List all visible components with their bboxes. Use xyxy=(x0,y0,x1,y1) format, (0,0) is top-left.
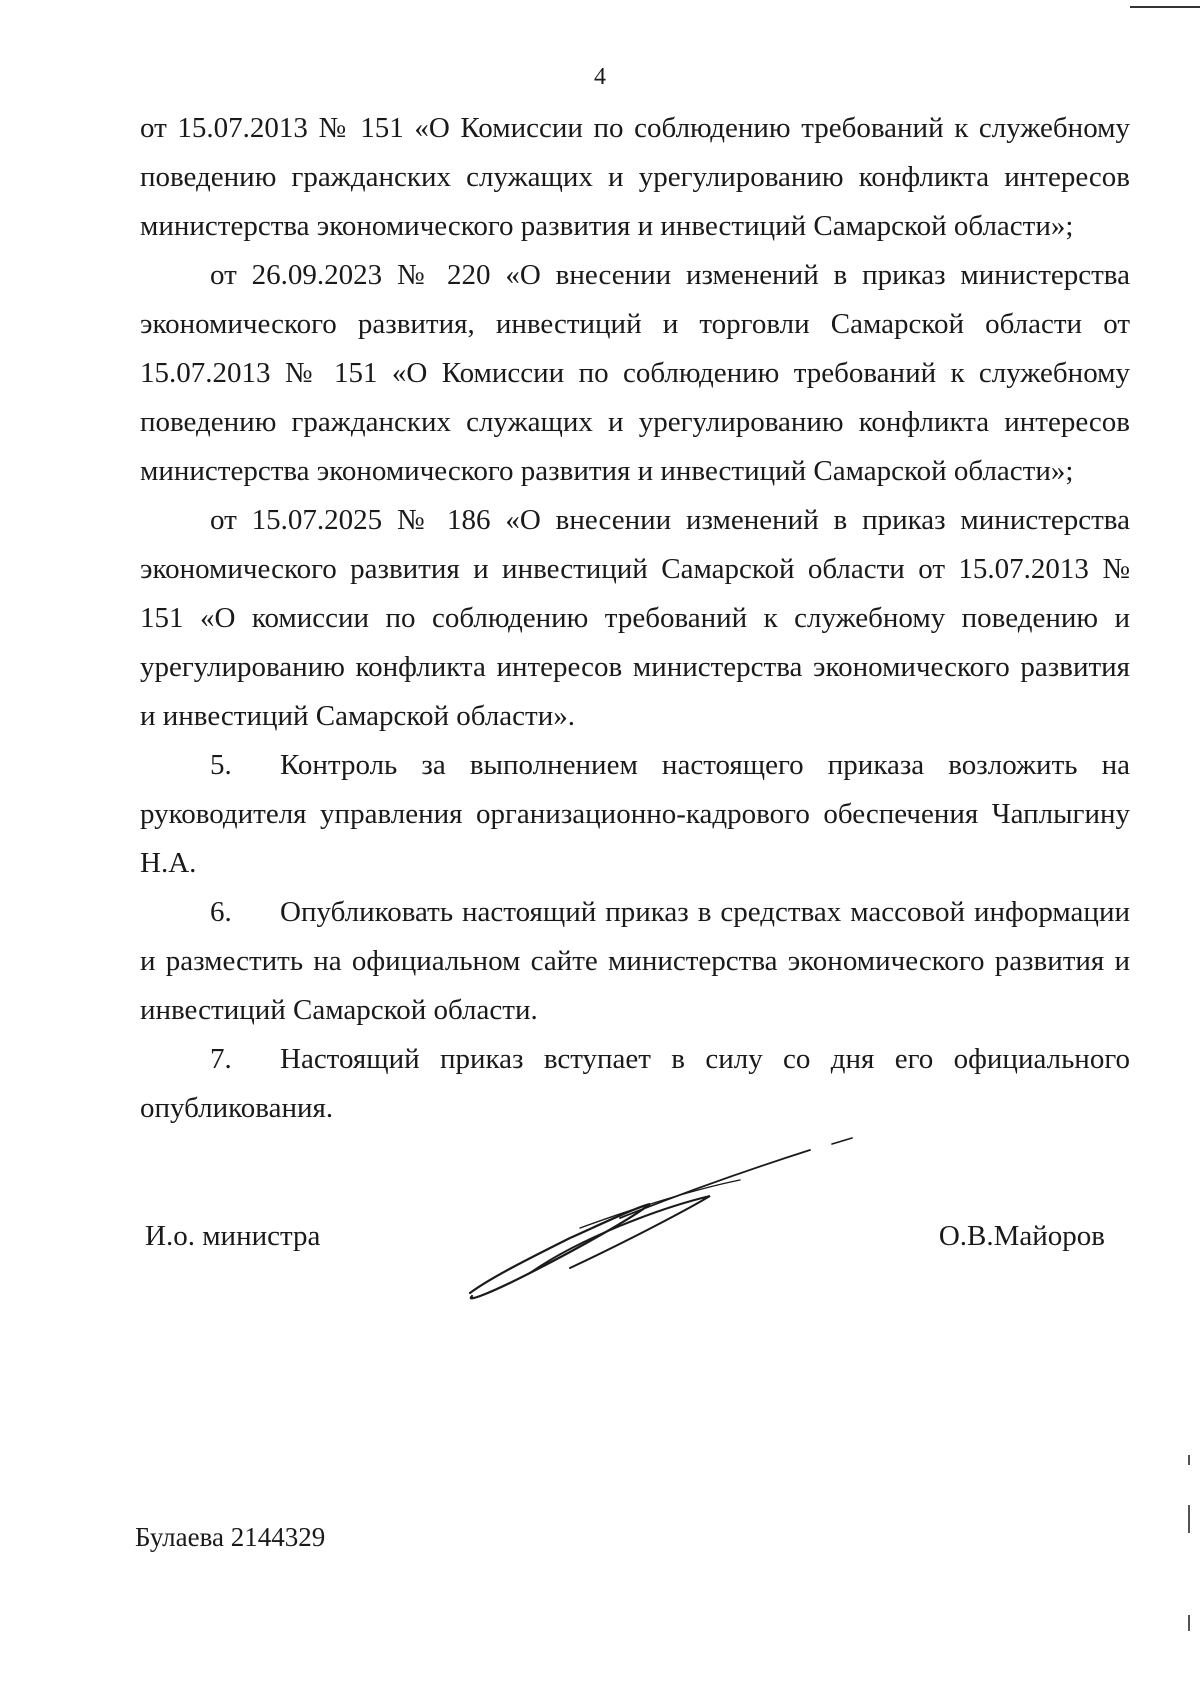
scan-edge-mark xyxy=(1130,6,1200,8)
signatory-name: О.В.Майоров xyxy=(938,1220,1105,1252)
executor-contact: Булаева 2144329 xyxy=(135,1522,326,1552)
item-text: Контроль за выполнением настоящего приказа возложить на руководителя управления организационно-кадрового обеспечения Чаплыгину Н.А. xyxy=(140,749,1130,879)
scan-edge-mark xyxy=(1188,1505,1190,1533)
paragraph-amendment-2025: от 15.07.2025 № 186 «О внесении изменений в приказ министерства экономического развития и инвестиций Самарской области от 15.07.2013 № 151 «О комиссии по соблюдению требований к служебному поведению и урегулированию конфликта интересов министерства экономического развития и инвестиций Самарской области». xyxy=(140,504,1130,732)
signature-block xyxy=(145,1220,1105,1260)
numbered-item-7 xyxy=(140,1035,1130,1133)
item-number: 6. xyxy=(210,896,232,928)
item-text: Опубликовать настоящий приказ в средствах массовой информации и разместить на официальном сайте министерства экономического развития и инвестиций Самарской области. xyxy=(140,896,1130,1026)
paragraph-amendment-2023: от 26.09.2023 № 220 «О внесении изменений в приказ министерства экономического развития, инвестиций и торговли Самарской области от 15.07.2013 № 151 «О Комиссии по соблюдению требований к служебному поведению гражданских служащих и урегулированию конфликта интересов министерства экономического развития и инвестиций Самарской области»; xyxy=(140,259,1130,487)
document-body xyxy=(140,104,1130,1133)
paragraph-continuation: от 15.07.2013 № 151 «О Комиссии по соблюдению требований к служебному поведению гражданских служащих и урегулированию конфликта интересов министерства экономического развития и инвестиций Самарской области»; xyxy=(140,112,1130,242)
scan-edge-mark xyxy=(1188,1615,1190,1631)
numbered-item-6 xyxy=(140,888,1130,1035)
item-number: 7. xyxy=(210,1043,232,1075)
scan-edge-mark xyxy=(1188,1455,1190,1465)
numbered-item-5 xyxy=(140,741,1130,888)
page-number: 4 xyxy=(594,64,606,90)
item-text: Настоящий приказ вступает в силу со дня его официального опубликования. xyxy=(140,1043,1130,1124)
signatory-position: И.о. министра xyxy=(145,1220,321,1252)
item-number: 5. xyxy=(210,749,232,781)
